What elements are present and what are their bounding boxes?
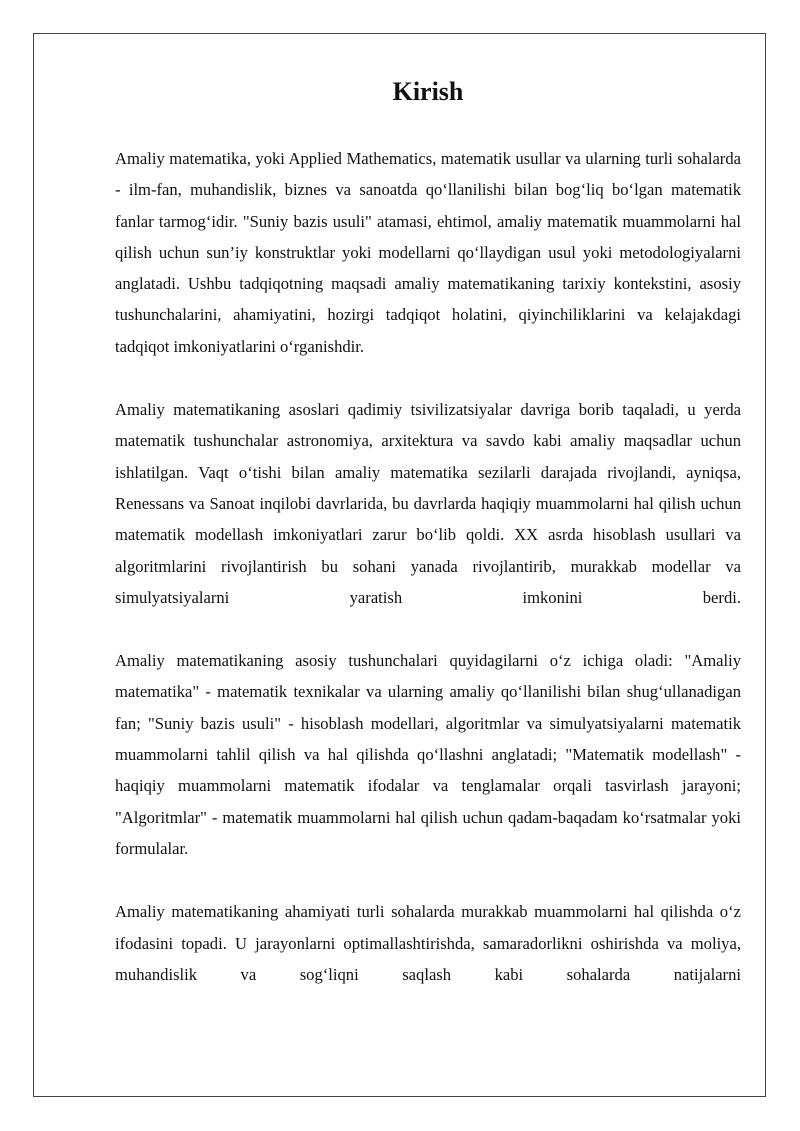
paragraph-1: Amaliy matematika, yoki Applied Mathematics, matematik usullar va ularning turli sohalarda - ilm-fan, muhandislik, biznes va sanoatda qo‘llanilishi bilan bog‘liq bo‘lgan matematik fanlar tarmog‘idir. "Suniy bazis usuli" atamasi, ehtimol, amaliy matematik muammolarni hal qilish uchun sun’iy konstruktlar yoki modellarni qo‘llaydigan usul yoki metodologiyalarni anglatadi. Ushbu tadqiqotning maqsadi amaliy matematikaning tarixiy kontekstini, asosiy tushunchalarini, ahamiyatini, hozirgi tadqiqot holatini, qiyinchiliklarini va kelajakdagi tadqiqot imkoniyatlarini o‘rganishdir. <box>115 149 741 356</box>
paragraph-4: Amaliy matematikaning ahamiyati turli sohalarda murakkab muammolarni hal qilishda o‘z ifodasini topadi. U jarayonlarni optimallashtirishda, samaradorlikni oshirishda va moliya, muhandislik va sog‘liqni saqlash kabi sohalarda natijalarni <box>115 902 741 984</box>
document-title: Kirish <box>392 77 464 106</box>
paragraph-2: Amaliy matematikaning asoslari qadimiy tsivilizatsiyalar davriga borib taqaladi, u yerda matematik tushunchalar astronomiya, arxitektura va savdo kabi amaliy maqsadlar uchun ishlatilgan. Vaqt o‘tishi bilan amaliy matematika sezilarli darajada rivojlandi, ayniqsa, Renessans va Sanoat inqilobi davrlarida, bu davrlarda haqiqiy muammolarni hal qilish uchun matematik modellash imkoniyatlari zarur bo‘lib qoldi. XX asrda hisoblash usullari va algoritmlarini rivojlantirish bu sohani yanada rivojlantirib, murakkab modellar va simulyatsiyalarni yaratish imkonini berdi. <box>115 400 741 607</box>
paragraph-3: Amaliy matematikaning asosiy tushunchalari quyidagilarni o‘z ichiga oladi: "Amaliy matematika" - matematik texnikalar va ularning amaliy qo‘llanilishi bilan shug‘ullanadigan fan; "Suniy bazis usuli" - hisoblash modellari, algoritmlar va simulyatsiyalarni matematik muammolarni tahlil qilish va hal qilishda qo‘llashni anglatadi; "Matematik modellash" - haqiqiy muammolarni matematik ifodalar va tenglamalar orqali tasvirlash jarayoni; "Algoritmlar" - matematik muammolarni hal qilish uchun qadam-baqadam ko‘rsatmalar yoki formulalar. <box>115 651 741 858</box>
document-body <box>115 74 741 1022</box>
